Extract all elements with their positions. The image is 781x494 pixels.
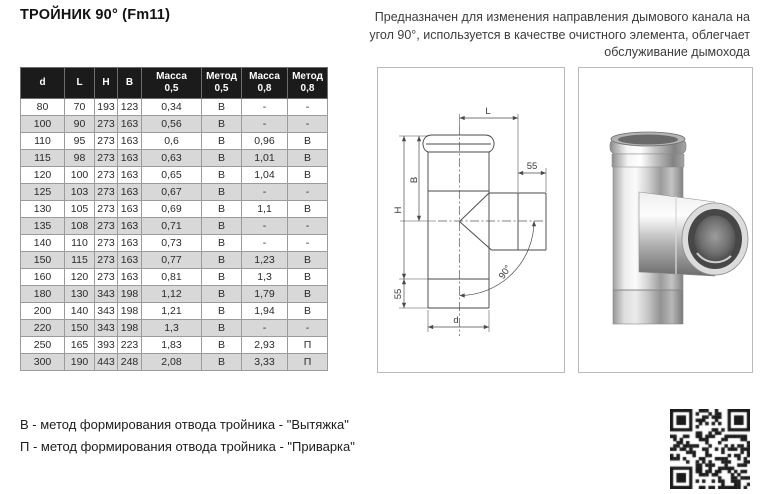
table-cell: - [242, 218, 288, 235]
table-row [21, 167, 328, 184]
table-cell: 273 [95, 116, 118, 133]
page-title: ТРОЙНИК 90° (Fm11) [20, 7, 171, 23]
table-cell: 0,81 [142, 269, 202, 286]
table-cell: В [202, 150, 242, 167]
table-cell: 135 [21, 218, 65, 235]
method-legend [20, 414, 355, 458]
table-row [21, 201, 328, 218]
table-cell: 190 [65, 354, 95, 371]
table-cell: П [288, 337, 328, 354]
table-cell: 200 [21, 303, 65, 320]
table-cell: 120 [65, 269, 95, 286]
table-cell: 163 [118, 150, 142, 167]
table-cell: В [202, 116, 242, 133]
dim-label-B: B [409, 176, 420, 184]
table-cell: В [288, 167, 328, 184]
table-cell: 273 [95, 150, 118, 167]
table-row [21, 184, 328, 201]
table-cell: В [202, 184, 242, 201]
table-cell: 343 [95, 303, 118, 320]
table-cell: - [288, 235, 328, 252]
technical-drawing-panel [377, 67, 565, 373]
table-row [21, 269, 328, 286]
table-cell: В [202, 218, 242, 235]
table-cell: 273 [95, 218, 118, 235]
table-row [21, 218, 328, 235]
table-cell: 343 [95, 286, 118, 303]
legend-line-v: В - метод формирования отвода тройника - "Вытяжка" [20, 417, 349, 432]
table-cell: П [288, 354, 328, 371]
table-cell: 120 [21, 167, 65, 184]
table-cell: 130 [21, 201, 65, 218]
table-cell: 1,3 [142, 320, 202, 337]
table-cell: 198 [118, 303, 142, 320]
table-cell: - [242, 116, 288, 133]
table-row [21, 150, 328, 167]
table-cell: 0,65 [142, 167, 202, 184]
table-cell: 1,21 [142, 303, 202, 320]
table-cell: В [202, 252, 242, 269]
table-cell: 0,96 [242, 133, 288, 150]
table-cell: 95 [65, 133, 95, 150]
table-row [21, 320, 328, 337]
tee-dimension-drawing [378, 68, 564, 372]
table-cell: 150 [21, 252, 65, 269]
table-cell: В [202, 354, 242, 371]
table-cell: В [202, 286, 242, 303]
table-cell: 110 [65, 235, 95, 252]
table-cell: 193 [95, 99, 118, 116]
table-cell: 165 [65, 337, 95, 354]
table-cell: В [288, 286, 328, 303]
table-row [21, 99, 328, 116]
table-cell: 2,93 [242, 337, 288, 354]
table-cell: 0,67 [142, 184, 202, 201]
column-header: Масса 0,5 [142, 68, 202, 99]
table-cell: 115 [21, 150, 65, 167]
table-cell: 115 [65, 252, 95, 269]
table-cell: В [288, 133, 328, 150]
table-cell: 163 [118, 167, 142, 184]
tee-photo-body [610, 132, 748, 324]
table-cell: 1,79 [242, 286, 288, 303]
table-cell: 2,08 [142, 354, 202, 371]
table-cell: 163 [118, 252, 142, 269]
table-cell: 160 [21, 269, 65, 286]
table-cell: 0,69 [142, 201, 202, 218]
dim-label-angle: 90° [496, 263, 515, 282]
table-cell: 300 [21, 354, 65, 371]
table-cell: - [288, 116, 328, 133]
table-row [21, 252, 328, 269]
table-cell: 1,94 [242, 303, 288, 320]
table-cell: 0,77 [142, 252, 202, 269]
table-header-row [21, 68, 328, 99]
table-cell: 1,01 [242, 150, 288, 167]
product-photo [579, 68, 752, 372]
table-cell: 163 [118, 201, 142, 218]
table-cell: 150 [65, 320, 95, 337]
table-cell: 98 [65, 150, 95, 167]
table-cell: 163 [118, 218, 142, 235]
table-cell: 163 [118, 235, 142, 252]
table-row [21, 286, 328, 303]
dim-label-H: H [393, 206, 404, 214]
table-cell: 90 [65, 116, 95, 133]
table-cell: В [288, 269, 328, 286]
table-cell: 248 [118, 354, 142, 371]
table-cell: 0,71 [142, 218, 202, 235]
dim-angle-arc [460, 221, 535, 296]
spec-table [20, 67, 328, 371]
crimped-collar [423, 135, 494, 152]
extension-lines [399, 114, 546, 332]
table-cell: 198 [118, 286, 142, 303]
column-header: H [95, 68, 118, 99]
table-cell: 273 [95, 167, 118, 184]
table-cell: В [202, 320, 242, 337]
table-cell: 1,3 [242, 269, 288, 286]
table-cell: В [288, 150, 328, 167]
dim-label-55-right: 55 [526, 161, 538, 172]
table-cell: В [202, 337, 242, 354]
table-cell: В [202, 235, 242, 252]
table-cell: 123 [118, 99, 142, 116]
table-cell: 140 [21, 235, 65, 252]
table-cell: В [288, 201, 328, 218]
table-cell: 1,23 [242, 252, 288, 269]
table-cell: 100 [65, 167, 95, 184]
table-cell: В [288, 252, 328, 269]
table-cell: 105 [65, 201, 95, 218]
table-cell: 273 [95, 269, 118, 286]
table-cell: - [288, 184, 328, 201]
dimension-lines [404, 118, 546, 327]
table-cell: 273 [95, 133, 118, 150]
table-cell: - [242, 99, 288, 116]
spec-table-body [21, 99, 328, 371]
table-cell: 70 [65, 99, 95, 116]
table-cell: - [242, 320, 288, 337]
table-cell: В [202, 303, 242, 320]
table-cell: 163 [118, 133, 142, 150]
table-cell: - [242, 184, 288, 201]
table-cell: 125 [21, 184, 65, 201]
table-cell: 3,33 [242, 354, 288, 371]
table-cell: 140 [65, 303, 95, 320]
column-header: B [118, 68, 142, 99]
table-cell: В [202, 99, 242, 116]
table-cell: 163 [118, 184, 142, 201]
table-cell: 180 [21, 286, 65, 303]
dim-label-55-bottom: 55 [393, 288, 404, 300]
table-cell: 1,04 [242, 167, 288, 184]
table-cell: 273 [95, 235, 118, 252]
column-header: Метод 0,8 [288, 68, 328, 99]
table-cell: 0,73 [142, 235, 202, 252]
table-cell: 250 [21, 337, 65, 354]
table-cell: 163 [118, 116, 142, 133]
table-cell: - [288, 99, 328, 116]
table-cell: 273 [95, 252, 118, 269]
table-cell: 110 [21, 133, 65, 150]
table-row [21, 133, 328, 150]
table-cell: 1,83 [142, 337, 202, 354]
table-row [21, 235, 328, 252]
table-cell: 80 [21, 99, 65, 116]
table-cell: 163 [118, 269, 142, 286]
table-cell: В [202, 269, 242, 286]
table-cell: 223 [118, 337, 142, 354]
table-row [21, 303, 328, 320]
table-row [21, 116, 328, 133]
table-cell: 273 [95, 184, 118, 201]
table-cell: 1,1 [242, 201, 288, 218]
table-cell: В [202, 133, 242, 150]
table-cell: 198 [118, 320, 142, 337]
dim-label-d: d [453, 315, 459, 326]
table-cell: 0,34 [142, 99, 202, 116]
column-header: d [21, 68, 65, 99]
table-row [21, 354, 328, 371]
table-cell: В [288, 303, 328, 320]
table-cell: 0,63 [142, 150, 202, 167]
product-description: Предназначен для изменения направления дымового канала на угол 90°, используется в качестве очистного элемента, облегчает обслуживание дымохода [369, 10, 750, 59]
column-header: Масса 0,8 [242, 68, 288, 99]
column-header: Метод 0,5 [202, 68, 242, 99]
dim-label-L: L [485, 106, 491, 117]
table-cell: 108 [65, 218, 95, 235]
table-cell: 1,12 [142, 286, 202, 303]
table-cell: - [288, 320, 328, 337]
table-cell: 393 [95, 337, 118, 354]
table-cell: 103 [65, 184, 95, 201]
table-row [21, 337, 328, 354]
table-cell: 443 [95, 354, 118, 371]
table-cell: 0,6 [142, 133, 202, 150]
table-cell: 0,56 [142, 116, 202, 133]
table-cell: 273 [95, 201, 118, 218]
table-cell: - [242, 235, 288, 252]
column-header: L [65, 68, 95, 99]
table-cell: 100 [21, 116, 65, 133]
table-cell: В [202, 167, 242, 184]
table-cell: - [288, 218, 328, 235]
table-cell: 130 [65, 286, 95, 303]
table-cell: 220 [21, 320, 65, 337]
table-cell: В [202, 201, 242, 218]
qr-code [670, 409, 750, 489]
centerlines [438, 126, 544, 336]
legend-line-p: П - метод формирования отвода тройника - "Приварка" [20, 439, 355, 454]
table-cell: 343 [95, 320, 118, 337]
product-photo-panel [578, 67, 753, 373]
